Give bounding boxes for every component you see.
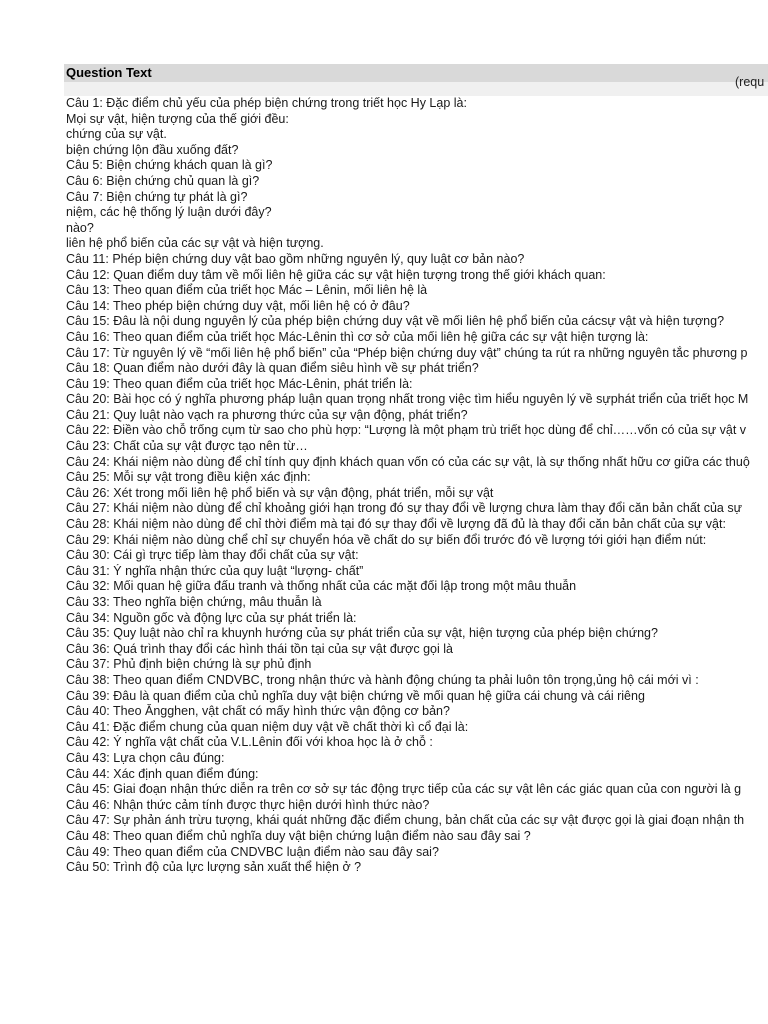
- question-row: liên hệ phổ biến của các sự vật và hiện tượng.: [66, 236, 324, 251]
- question-row: Câu 16: Theo quan điểm của triết học Mác-Lênin thì cơ sở của mối liên hệ giữa các sự vật hiện tượng là:: [66, 329, 649, 344]
- question-row: niệm, các hệ thống lý luận dưới đây?: [66, 205, 272, 220]
- question-row: Câu 47: Sự phản ánh trừu tượng, khái quát những đặc điểm chung, bản chất của các sự vật được gọi là giai đoạn nhận th: [66, 813, 745, 828]
- question-row: Câu 20: Bài học có ý nghĩa phương pháp luận quan trọng nhất trong việc tìm hiểu nguyên lý về sựphát triển của triết học M: [66, 392, 749, 407]
- question-row: Câu 29: Khái niệm nào dùng chể chỉ sự chuyển hóa về chất do sự biến đổi trước đó về lượng tới giới hạn điểm nút:: [66, 532, 707, 547]
- question-row: Câu 23: Chất của sự vật được tạo nên từ…: [66, 439, 308, 454]
- question-row: Câu 27: Khái niệm nào dùng để chỉ khoảng giới hạn trong đó sự thay đổi về lượng chưa làm thay đổi căn bản chất của sự: [66, 501, 742, 516]
- question-row: Câu 40: Theo Ăngghen, vật chất có mấy hình thức vận động cơ bản?: [66, 704, 450, 719]
- question-row: Câu 48: Theo quan điểm chủ nghĩa duy vật biện chứng luận điểm nào sau đây sai ?: [66, 828, 531, 843]
- question-row: Câu 43: Lựa chọn câu đúng:: [66, 750, 225, 765]
- question-row: Câu 25: Mỗi sự vật trong điều kiện xác định:: [66, 470, 311, 485]
- question-row: Câu 12: Quan điểm duy tâm về mối liên hệ giữa các sự vật hiện tượng trong thế giới khách quan:: [66, 267, 606, 282]
- question-row: Câu 31: Ý nghĩa nhận thức của quy luật “lượng- chất”: [66, 563, 364, 578]
- question-row: Câu 34: Nguồn gốc và động lực của sự phát triển là:: [66, 610, 357, 625]
- question-row: Câu 6: Biện chứng chủ quan là gì?: [66, 173, 260, 188]
- question-row: Câu 7: Biện chứng tự phát là gì?: [66, 189, 248, 204]
- column-header-question-text: Question Text: [66, 65, 152, 80]
- question-row: Câu 35: Quy luật nào chỉ ra khuynh hướng của sự phát triển của sự vật, hiện tượng của phép biện chứng?: [66, 626, 658, 641]
- question-row: Câu 49: Theo quan điểm của CNDVBC luận điểm nào sau đây sai?: [66, 844, 439, 859]
- question-row: Câu 22: Điền vào chỗ trống cụm từ sao cho phù hợp: “Lượng là một phạm trù triết học dùng để chỉ……vốn có của sự vật v: [66, 423, 747, 438]
- column-header-required: (requ: [735, 75, 765, 89]
- question-row: Câu 41: Đặc điểm chung của quan niệm duy vật về chất thời kì cổ đại là:: [66, 719, 469, 734]
- question-row: Câu 36: Quá trình thay đổi các hình thái tồn tại của sự vật được gọi là: [66, 641, 453, 656]
- question-row: Câu 39: Đâu là quan điểm của chủ nghĩa duy vật biện chứng về mối quan hệ giữa cái chung và cái riêng: [66, 688, 645, 703]
- question-row: Câu 30: Cái gì trực tiếp làm thay đổi chất của sự vật:: [66, 548, 359, 563]
- question-row: Câu 21: Quy luật nào vạch ra phương thức của sự vận động, phát triển?: [66, 407, 468, 422]
- question-row: Câu 46: Nhận thức cảm tính được thực hiện dưới hình thức nào?: [66, 797, 430, 812]
- header-row-background: [64, 64, 768, 82]
- question-row: Câu 1: Đặc điểm chủ yếu của phép biện chứng trong triết học Hy Lạp là:: [66, 96, 467, 110]
- question-row: Câu 15: Đâu là nội dung nguyên lý của phép biện chứng duy vật về mối liên hệ phổ biến của cácsự vật và hiện tượng?: [66, 314, 725, 329]
- question-row: nào?: [66, 220, 94, 235]
- question-row: chứng của sự vật.: [66, 127, 167, 142]
- header-subrow-background: [64, 82, 768, 96]
- question-row: Câu 42: Ý nghĩa vật chất của V.L.Lênin đối với khoa học là ở chỗ :: [66, 735, 433, 750]
- question-row: Câu 50: Trình độ của lực lượng sản xuất thể hiện ở ?: [66, 860, 362, 875]
- question-list: [66, 96, 768, 876]
- question-row: Câu 14: Theo phép biện chứng duy vật, mối liên hệ có ở đâu?: [66, 298, 410, 313]
- question-row: Câu 38: Theo quan điểm CNDVBC, trong nhận thức và hành động chúng ta phải luôn tôn trọng,ủng hộ cái mới vì :: [66, 672, 699, 687]
- question-row: Mọi sự vật, hiện tượng của thế giới đều:: [66, 111, 289, 126]
- question-row: Câu 11: Phép biện chứng duy vật bao gồm những nguyên lý, quy luật cơ bản nào?: [66, 251, 525, 266]
- question-row: Câu 18: Quan điểm nào dưới đây là quan điểm siêu hình về sự phát triển?: [66, 361, 479, 376]
- question-row: Câu 17: Từ nguyên lý về “mối liên hệ phổ biến” của “Phép biện chứng duy vật” chúng ta rút ra những nguyên tắc phương p: [66, 345, 748, 360]
- question-row: Câu 28: Khái niệm nào dùng để chỉ thời điểm mà tại đó sự thay đổi về lượng đã đủ là thay đổi căn bản chất của sự vật:: [66, 517, 726, 532]
- question-row: Câu 33: Theo nghĩa biện chứng, mâu thuẫn là: [66, 595, 322, 609]
- question-row: Câu 24: Khái niệm nào dùng để chỉ tính quy định khách quan vốn có của các sự vật, là sự thống nhất hữu cơ giữa các thuộ: [66, 454, 750, 469]
- question-row: Câu 32: Mối quan hệ giữa đấu tranh và thống nhất của các mặt đối lập trong một mâu thuẫn: [66, 579, 577, 594]
- question-row: Câu 5: Biện chứng khách quan là gì?: [66, 158, 273, 173]
- question-row: Câu 13: Theo quan điểm của triết học Mác – Lênin, mối liên hệ là: [66, 283, 428, 298]
- question-row: Câu 44: Xác định quan điểm đúng:: [66, 766, 259, 781]
- question-row: Câu 45: Giai đoạn nhận thức diễn ra trên cơ sở sự tác động trực tiếp của các sự vật lên các giác quan của con người là g: [66, 782, 742, 797]
- question-row: biện chứng lộn đầu xuống đất?: [66, 142, 239, 157]
- question-row: Câu 26: Xét trong mối liên hệ phổ biến và sự vận động, phát triển, mỗi sự vật: [66, 485, 494, 500]
- question-row: Câu 37: Phủ định biện chứng là sự phủ định: [66, 657, 312, 672]
- question-row: Câu 19: Theo quan điểm của triết học Mác-Lênin, phát triển là:: [66, 376, 413, 391]
